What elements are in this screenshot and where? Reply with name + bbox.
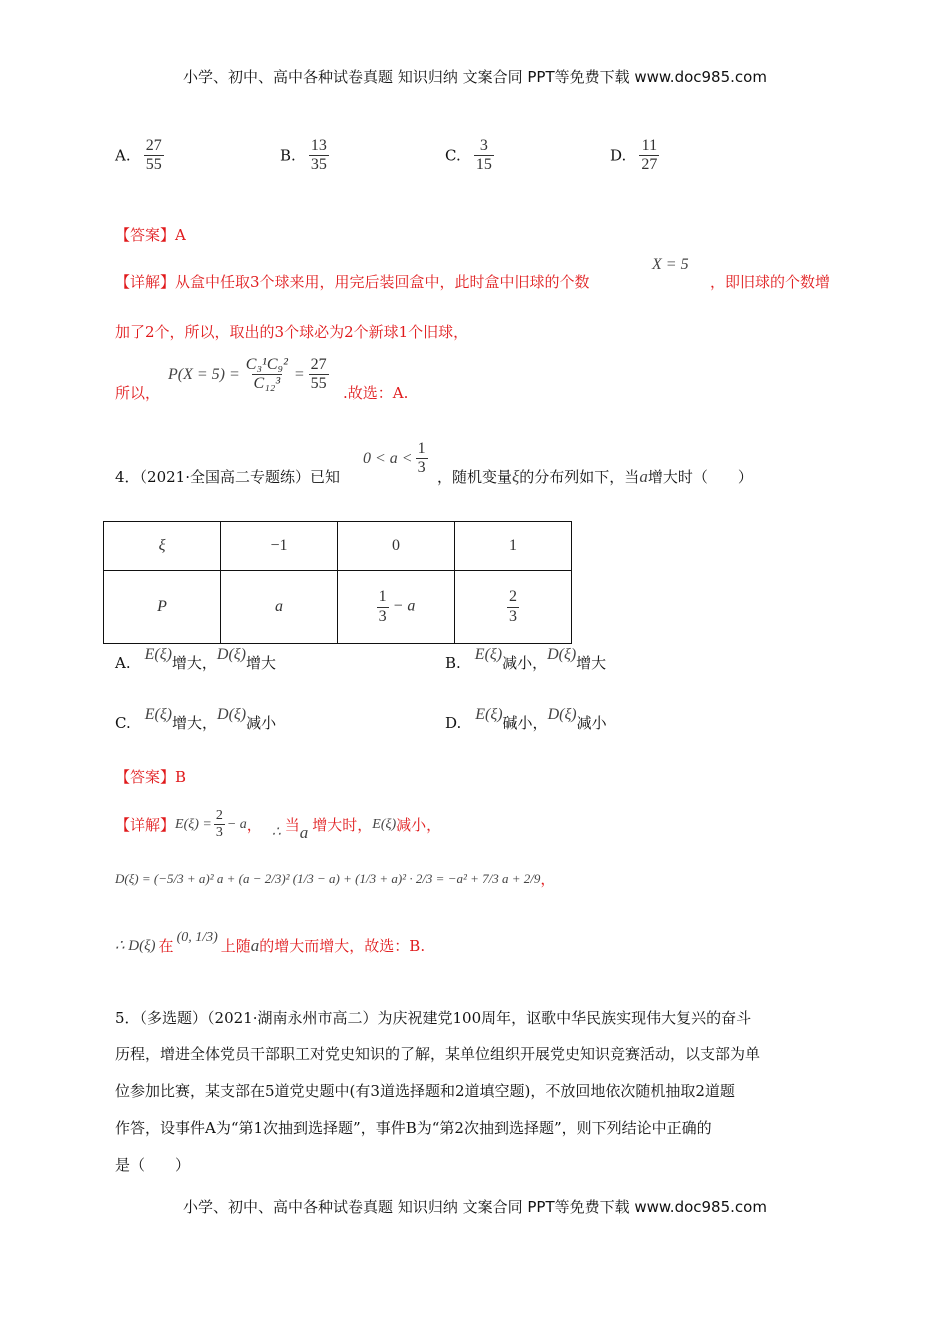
table-row	[104, 571, 572, 644]
d-xi: D(ξ)	[547, 645, 577, 663]
expectation-fraction: $\frac{2}{3}$	[215, 808, 223, 841]
a-symbol: a	[639, 467, 648, 486]
q3-detail-line2: 加了2个，所以，取出的3个球必为2个新球1个旧球，	[115, 323, 469, 341]
q4-stem-rest	[437, 466, 753, 487]
q4-condition	[363, 440, 428, 478]
q5-line4: 作答，设事件A为“第1次抽到选择题”，事件B为“第2次抽到选择题”，则下列结论中正确的	[115, 1119, 712, 1137]
q4-stem-prefix: 4．（2021·全国高二专题练）已知	[115, 468, 340, 486]
q3-option-c[interactable]	[445, 137, 494, 175]
formula-eq: =	[293, 365, 305, 383]
option-label: A.	[115, 653, 131, 672]
result-fraction: $\frac{27}{55}$	[310, 356, 327, 393]
e-xi: E(ξ)	[474, 645, 503, 663]
e-xi: E(ξ)	[144, 645, 172, 663]
combination-fraction: $\frac{\text{C₃¹C₉²}}{\text{C₁₂³}}$	[245, 356, 288, 393]
table-cell: −1	[221, 522, 338, 571]
cell-fraction: $\frac{2}{3}$	[509, 588, 517, 625]
conclusion-text: 上随	[220, 937, 251, 955]
q3-option-b[interactable]	[280, 137, 329, 175]
detail-decrease: 减小，	[396, 816, 442, 835]
option-label: B.	[280, 146, 296, 165]
q4-option-b[interactable]	[445, 645, 607, 673]
cell-fraction: $\frac{1}{3}$	[378, 588, 387, 625]
q4-detail-line1	[115, 808, 441, 841]
d-xi: D(ξ)	[216, 645, 246, 663]
e-xi: E(ξ)	[372, 816, 397, 832]
option-fraction: $\frac{11}{27}$	[641, 137, 658, 174]
q3-detail-line3-pre: 所以，	[115, 384, 161, 402]
detail-when: 当	[284, 816, 300, 835]
detail-comma: ，	[246, 816, 262, 835]
q5-line3: 位参加比赛，某支部在5道党史题中(有3道选择题和2道填空题)，不放回地依次随机抽取2道题	[115, 1082, 735, 1100]
variance-formula: D(ξ) = (−5/3 + a)² a + (a − 2/3)² (1/3 − a) + (1/3 + a)² · 2/3 = −a² + 7/3 a + 2/9	[115, 870, 541, 886]
table-cell: P	[104, 571, 221, 644]
table-row	[104, 522, 572, 571]
option-label: C.	[115, 713, 131, 732]
table-cell: a	[221, 571, 338, 644]
a-symbol: a	[299, 822, 309, 842]
option-label: D.	[445, 713, 462, 732]
condition-fraction: $\frac{1}{3}$	[417, 440, 426, 477]
q3-option-d[interactable]	[610, 137, 659, 175]
q3-x-equals-5: X = 5	[652, 256, 689, 273]
detail-increase: 增大时，	[312, 816, 373, 835]
d-xi: ∴ D(ξ)	[115, 938, 156, 954]
detail-tag: 【详解】	[115, 816, 176, 835]
therefore-symbol: ∴	[271, 825, 281, 841]
interval: (0, 1/3)	[176, 929, 218, 945]
option-text: 减小	[576, 714, 607, 732]
q3-option-a[interactable]	[115, 137, 164, 175]
option-label: A.	[115, 146, 131, 165]
q5-line1: 5．（多选题）（2021·湖南永州市高二）为庆祝建党100周年，讴歌中华民族实现伟大复兴的奋斗	[115, 1009, 752, 1027]
stem-text-2: 的分布列如下，当	[519, 468, 640, 486]
q4-variance-line	[115, 868, 555, 889]
condition-lhs: 0 < a <	[363, 449, 413, 467]
option-fraction: $\frac{13}{35}$	[310, 137, 327, 174]
distribution-table	[103, 521, 572, 644]
q5-line2: 历程，增进全体党员干部职工对党史知识的了解，某单位组织开展党史知识竞赛活动，以支部为单	[115, 1045, 761, 1063]
option-text: 碱小，	[502, 714, 548, 732]
a-symbol: a	[250, 935, 260, 955]
stem-text-1: ，随机变量	[437, 468, 513, 486]
detail-tag: 【详解】	[115, 273, 176, 291]
xi-symbol: ξ	[512, 467, 520, 486]
detail-text: 从盒中任取3个球来用，用完后装回盒中，此时盒中旧球的个数	[175, 273, 590, 291]
d-xi: D(ξ)	[547, 705, 577, 723]
option-text: 增大	[576, 654, 607, 672]
d-xi: D(ξ)	[217, 705, 247, 723]
page-header-banner: 小学、初中、高中各种试卷真题 知识归纳 文案合同 PPT等免费下载 www.doc985.com	[183, 68, 767, 86]
q3-detail-line1	[115, 271, 590, 292]
formula-lhs: P(X = 5) =	[168, 365, 240, 383]
expectation-rest: − a	[226, 816, 247, 832]
stem-text-3: 增大时（ ）	[647, 468, 753, 486]
q4-option-a[interactable]	[115, 645, 276, 673]
q4-answer: 【答案】B	[115, 768, 187, 786]
option-fraction: $\frac{3}{15}$	[475, 137, 492, 174]
option-label: C.	[445, 146, 461, 165]
option-text: 减小	[246, 714, 277, 732]
option-label: D.	[610, 146, 627, 165]
q3-probability-formula	[168, 356, 329, 394]
table-cell: ξ	[104, 522, 221, 571]
q4-option-c[interactable]	[115, 705, 277, 733]
e-xi: E(ξ)	[144, 705, 172, 723]
page-footer-banner: 小学、初中、高中各种试卷真题 知识归纳 文案合同 PPT等免费下载 www.doc985.com	[183, 1198, 767, 1216]
conclusion-text: 的增大而增大，故选：B.	[259, 937, 426, 955]
option-label: B.	[445, 653, 461, 672]
q5-line5: 是（ ）	[115, 1156, 191, 1174]
option-text: 增大，	[172, 714, 218, 732]
option-text: 减小，	[502, 654, 548, 672]
q3-detail-line3-end: .故选：A.	[343, 384, 409, 402]
option-text: 增大	[245, 654, 276, 672]
table-cell: 1	[455, 522, 572, 571]
expectation-formula: E(ξ) =	[175, 816, 212, 832]
option-text: 增大，	[171, 654, 217, 672]
table-cell: $\frac{1}{3}$ − a	[338, 571, 455, 644]
conclusion-text: 在	[158, 937, 174, 955]
q4-conclusion	[115, 929, 426, 956]
variance-end: ，	[540, 870, 556, 888]
table-cell	[455, 571, 572, 644]
q3-detail-line1-end: ，即旧球的个数增	[710, 273, 831, 291]
e-xi: E(ξ)	[475, 705, 503, 723]
q4-option-d[interactable]	[445, 705, 607, 733]
q3-answer: 【答案】A	[115, 226, 186, 244]
option-fraction: $\frac{27}{55}$	[145, 137, 162, 174]
table-cell: 0	[338, 522, 455, 571]
